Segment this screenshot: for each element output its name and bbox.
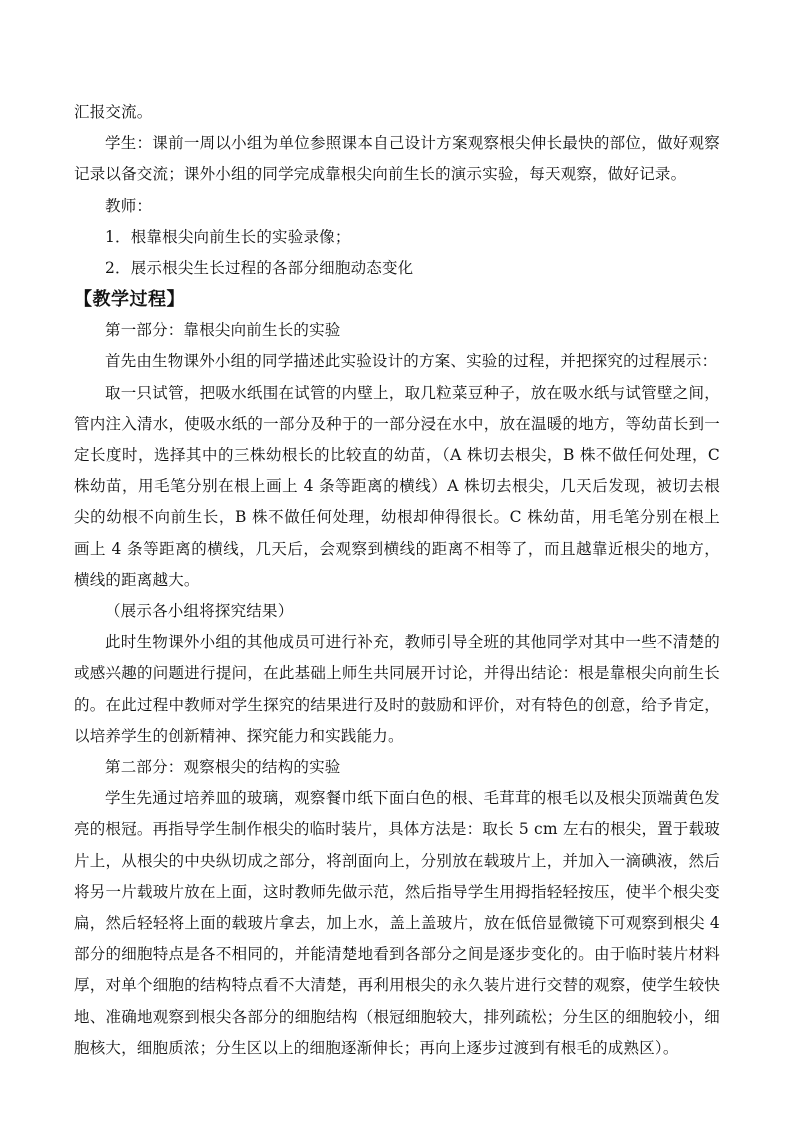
paragraph-show-results: （展示各小组将探究结果）	[105, 602, 294, 621]
list-item-video: 1．根靠根尖向前生长的实验录像；	[105, 227, 351, 246]
section-heading-teaching-process: 【教学过程】	[74, 289, 185, 311]
part-one-title: 第一部分：靠根尖向前生长的实验	[105, 321, 341, 340]
paragraph-student-prep: 学生：课前一周以小组为单位参照课本自己设计方案观察根尖伸长最快的部位，做好观察记录以备交流；课外小组的同学完成靠根尖向前生长的演示实验，每天观察，做好记录。	[74, 134, 720, 184]
paragraph-discussion: 此时生物课外小组的其他成员可进行补充，教师引导全班的其他同学对其中一些不清楚的或感兴趣的问题进行提问，在此基础上师生共同展开讨论，并得出结论：根是靠根尖向前生长的。在此过程中教师对学生探究的结果进行及时的鼓励和评价，对有特色的创意，给予肯定，以培养学生的创新精神、探究能力和实践能力。	[74, 633, 720, 745]
paragraph-part-one-intro: 首先由生物课外小组的同学描述此实验设计的方案、实验的过程，并把探究的过程展示：	[105, 352, 718, 371]
list-item-cell-changes: 2．展示根尖生长过程的各部分细胞动态变化	[105, 259, 414, 278]
paragraph-experiment-method: 取一只试管，把吸水纸围在试管的内壁上，取几粒菜豆种子，放在吸水纸与试管壁之间，管内注入清水，使吸水纸的一部分及种于的一部分浸在水中，放在温暖的地方，等幼苗长到一定长度时，选择其中的三株幼根长的比较直的幼苗，（A 株切去根尖，B 株不做任何处理，C 株幼苗，用毛笔分别在根上画上 4 条等距离的横线）A 株切去根尖，几天后发现，被切去根尖的幼根不向前生长，B 株不做任何处理，幼根却伸得很长。C 株幼苗，用毛笔分别在根上画上 4 条等距离的横线，几天后，会观察到横线的距离不相等了，而且越靠近根尖的地方，横线的距离越大。	[74, 383, 720, 589]
part-two-title: 第二部分：观察根尖的结构的实验	[105, 758, 341, 777]
paragraph-teacher-label: 教师：	[105, 196, 153, 215]
paragraph-root-tip-structure: 学生先通过培养皿的玻璃，观察餐巾纸下面白色的根、毛茸茸的根毛以及根尖顶端黄色发亮的根冠。再指导学生制作根尖的临时装片，具体方法是：取长 5 cm 左右的根尖，置于载玻片上，从根尖的中央纵切成之部分，将剖面向上，分别放在载玻片上，并加入一滴碘液，然后将另一片载玻片放在上面，这时教师先做示范，然后指导学生用拇指轻轻按压，使半个根尖变扁，然后轻轻将上面的载玻片拿去，加上水，盖上盖玻片，放在低倍显微镜下可观察到根尖 4 部分的细胞特点是各不相同的，并能清楚地看到各部分之间是逐步变化的。由于临时装片材料厚，对单个细胞的结构特点看不大清楚，再利用根尖的永久装片进行交替的观察，使学生较快地、准确地观察到根尖各部分的细胞结构（根冠细胞较大，排列疏松；分生区的细胞较小，细胞核大，细胞质浓；分生区以上的细胞逐渐伸长；再向上逐步过渡到有根毛的成熟区）。	[74, 789, 720, 1057]
paragraph-report: 汇报交流。	[74, 103, 153, 121]
